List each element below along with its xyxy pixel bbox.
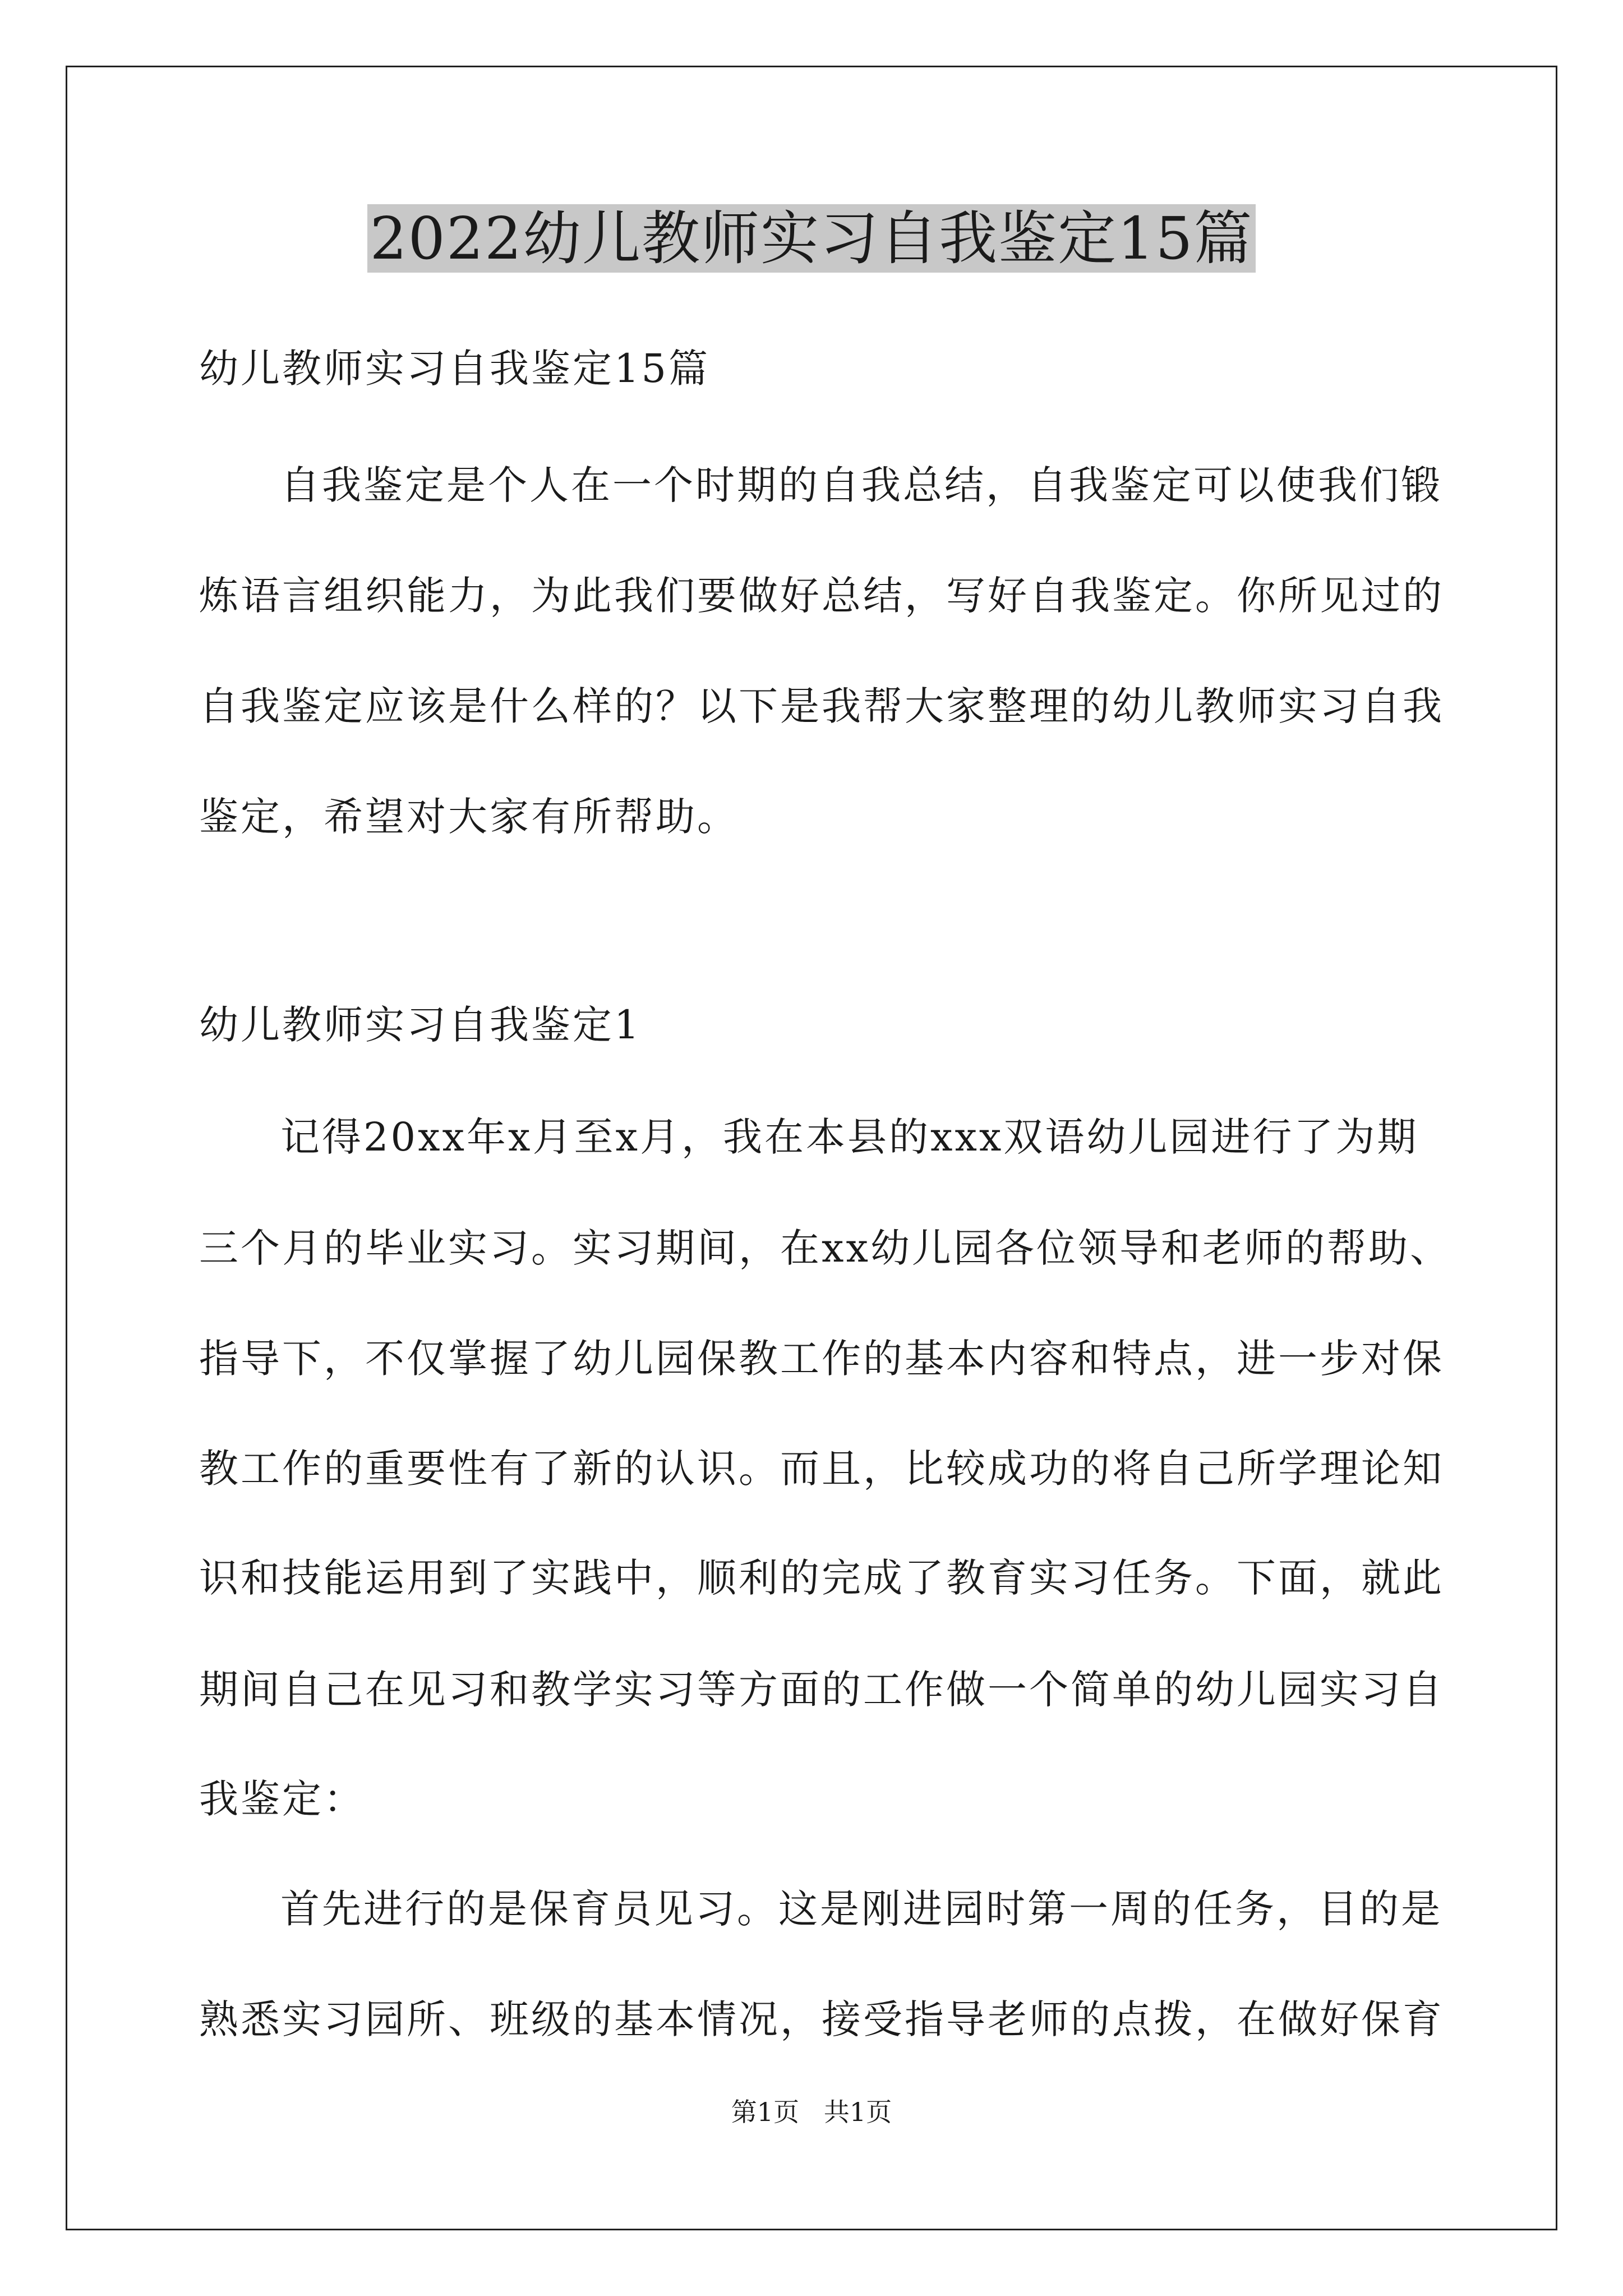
section1-p1-line-6: 期间自己在见习和教学实习等方面的工作做一个简单的幼儿园实习自: [199, 1667, 1444, 1713]
section1-p1-line-4: 教工作的重要性有了新的认识。而且，比较成功的将自己所学理论知: [199, 1446, 1444, 1492]
section1-p2-line-1: 首先进行的是保育员见习。这是刚进园时第一周的任务，目的是: [280, 1886, 1442, 1932]
section1-p1-line-3: 指导下，不仅掌握了幼儿园保教工作的基本内容和特点，进一步对保: [199, 1336, 1444, 1382]
document-title: [0, 199, 1623, 278]
section1-p2-line-2: 熟悉实习园所、班级的基本情况，接受指导老师的点拨，在做好保育: [199, 1996, 1444, 2042]
document-subtitle: 幼儿教师实习自我鉴定15篇: [199, 346, 711, 392]
section1-p1-line-5: 识和技能运用到了实践中，顺利的完成了教育实习任务。下面，就此: [199, 1555, 1444, 1601]
section1-p1-line-2: 三个月的毕业实习。实习期间，在xx幼儿园各位领导和老师的帮助、: [199, 1225, 1451, 1271]
intro-line-1: 自我鉴定是个人在一个时期的自我总结，自我鉴定可以使我们锻: [280, 462, 1442, 508]
page-number-footer: 第1页 共1页: [731, 2097, 892, 2127]
section1-p1-line-7: 我鉴定：: [199, 1776, 365, 1822]
document-title-text: 2022幼儿教师实习自我鉴定15篇: [367, 204, 1255, 273]
intro-line-3: 自我鉴定应该是什么样的？以下是我帮大家整理的幼儿教师实习自我: [199, 683, 1444, 729]
intro-line-4: 鉴定，希望对大家有所帮助。: [199, 794, 739, 840]
section1-heading: 幼儿教师实习自我鉴定1: [199, 1002, 642, 1048]
section1-p1-line-1: 记得20xx年x月至x月，我在本县的xxx双语幼儿园进行了为期: [280, 1114, 1419, 1160]
intro-line-2: 炼语言组织能力，为此我们要做好总结，写好自我鉴定。你所见过的: [199, 573, 1444, 619]
